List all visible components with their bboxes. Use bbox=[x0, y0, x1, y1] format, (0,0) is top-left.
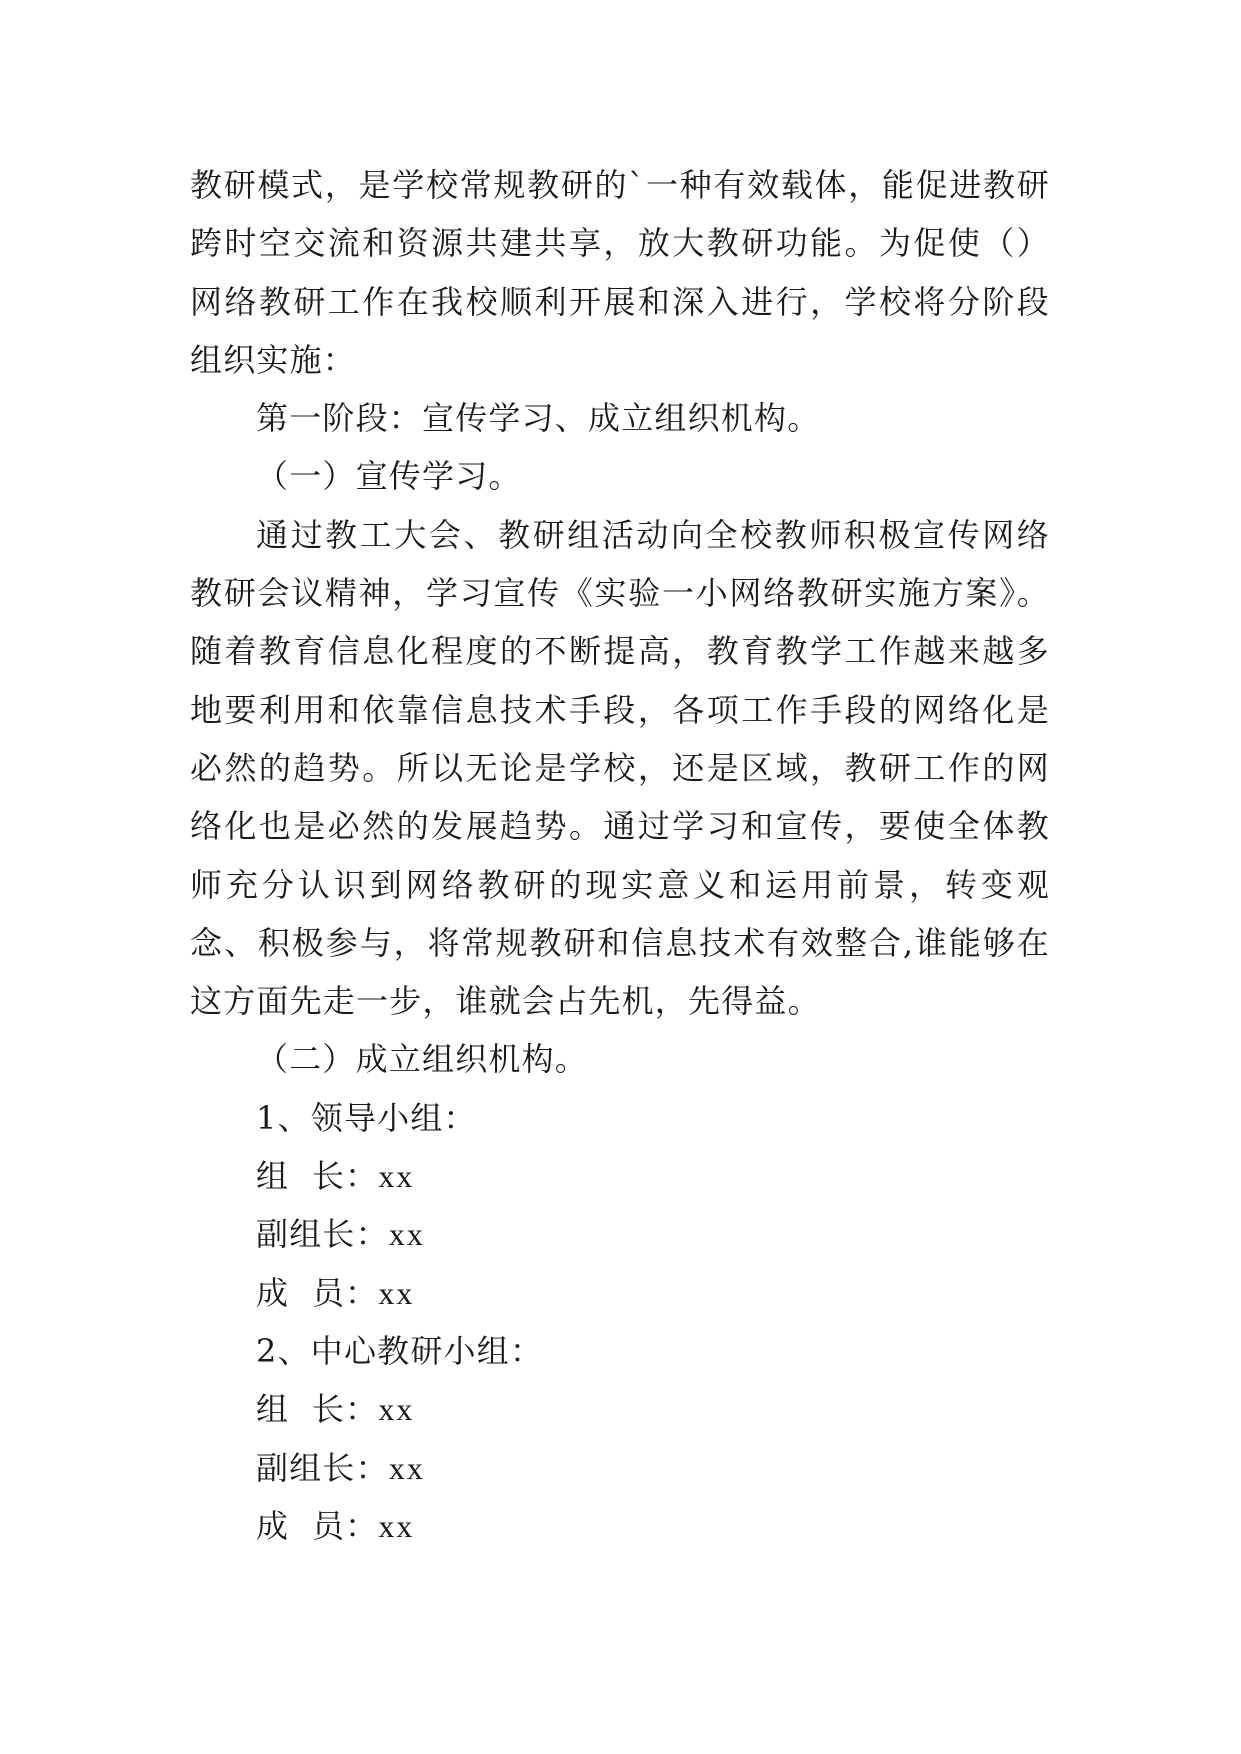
member-value: xx bbox=[378, 1274, 415, 1311]
stage-one-heading: 第一阶段：宣传学习、成立组织机构。 bbox=[256, 399, 821, 438]
research-member-row bbox=[190, 1497, 1050, 1555]
member-label: 成 员： bbox=[256, 1506, 379, 1545]
leader-value: xx bbox=[378, 1158, 415, 1195]
deputy-label: 副组长： bbox=[256, 1215, 389, 1254]
section-two-heading: （二）成立组织机构。 bbox=[256, 1040, 589, 1079]
member-label: 成 员： bbox=[256, 1273, 379, 1312]
document-body bbox=[190, 156, 1050, 1555]
leader-value: xx bbox=[378, 1391, 415, 1428]
deputy-label: 副组长： bbox=[256, 1448, 389, 1487]
leadership-group-title: 1、领导小组： bbox=[256, 1098, 477, 1137]
leadership-deputy-row bbox=[190, 1205, 1050, 1263]
leadership-leader-row bbox=[190, 1147, 1050, 1205]
research-group-heading bbox=[190, 1322, 1050, 1380]
research-deputy-row bbox=[190, 1439, 1050, 1497]
leadership-group-heading bbox=[190, 1089, 1050, 1147]
deputy-value: xx bbox=[388, 1449, 425, 1486]
deputy-value: xx bbox=[388, 1216, 425, 1253]
member-value: xx bbox=[378, 1507, 415, 1544]
leadership-member-row bbox=[190, 1264, 1050, 1322]
section-one-heading: （一）宣传学习。 bbox=[256, 457, 522, 496]
intro-paragraph: 教研模式，是学校常规教研的`一种有效载体，能促进教研跨时空交流和资源共建共享，放大教研功能。为促使（）网络教研工作在我校顺利开展和深入进行，学校将分阶段组织实施： bbox=[190, 166, 1050, 379]
leader-label: 组 长： bbox=[256, 1157, 379, 1196]
leader-label: 组 长： bbox=[256, 1390, 379, 1429]
research-group-title: 2、中心教研小组： bbox=[256, 1331, 544, 1370]
research-leader-row bbox=[190, 1380, 1050, 1438]
publicity-paragraph: 通过教工大会、教研组活动向全校教师积极宣传网络教研会议精神，学习宣传《实验一小网络教研实施方案》。随着教育信息化程度的不断提高，教育教学工作越来越多地要利用和依靠信息技术手段，各项工作手段的网络化是必然的趋势。所以无论是学校，还是区域，教研工作的网络化也是必然的发展趋势。通过学习和宣传，要使全体教师充分认识到网络教研的现实意义和运用前景，转变观念、积极参与，将常规教研和信息技术有效整合,谁能够在这方面先走一步，谁就会占先机，先得益。 bbox=[190, 515, 1050, 1021]
